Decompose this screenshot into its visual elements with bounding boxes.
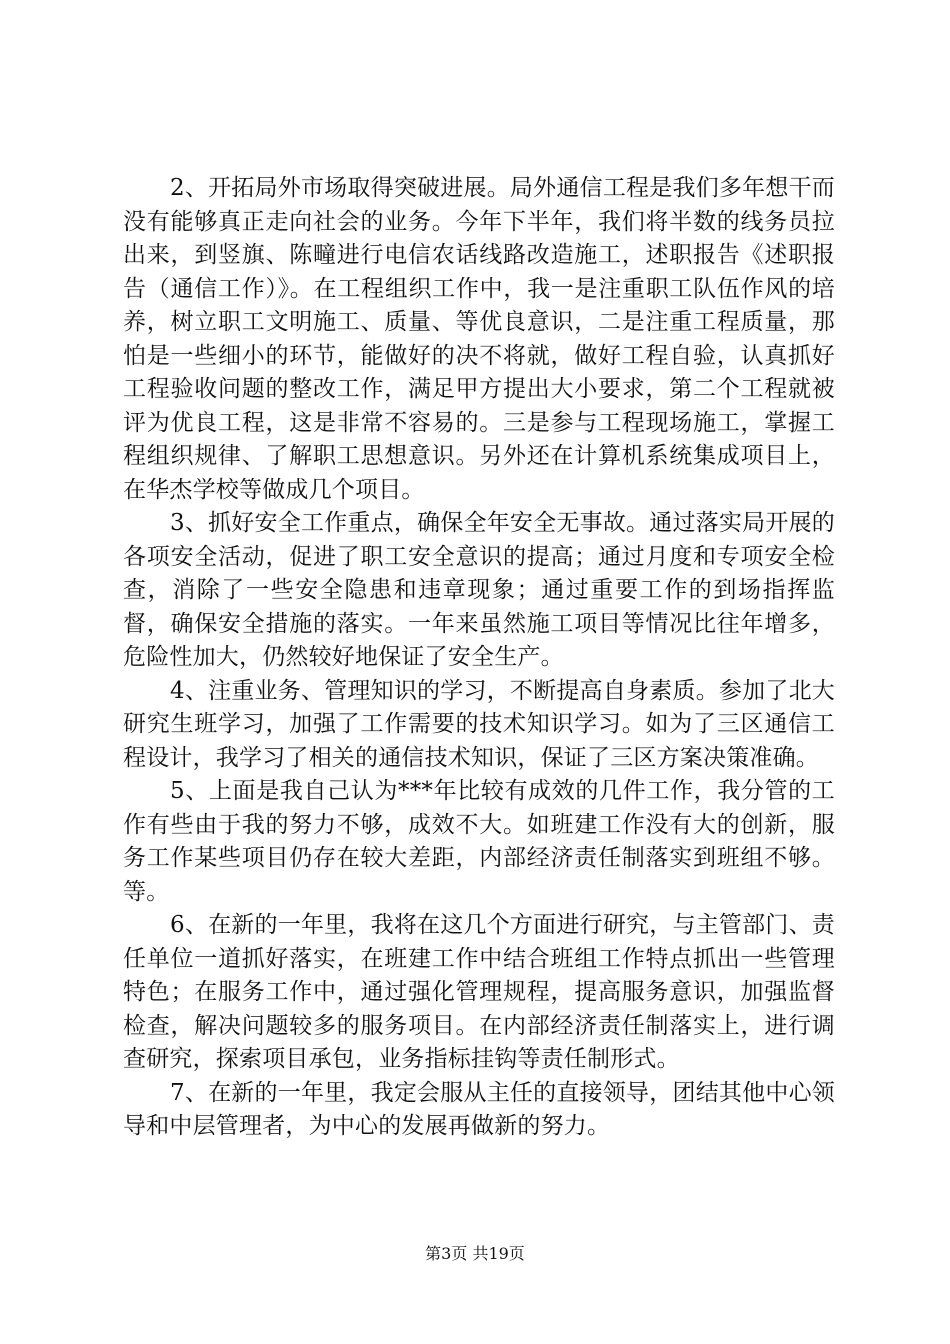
paragraph-4: 4、注重业务、管理知识的学习，不断提高自身素质。参加了北大研究生班学习，加强了工作需要的技术知识学习。如为了三区通信工程设计，我学习了相关的通信技术知识，保证了三区方案决策准确。 — [123, 677, 835, 771]
paragraph-3: 3、抓好安全工作重点，确保全年安全无事故。通过落实局开展的各项安全活动，促进了职工安全意识的提高；通过月度和专项安全检查，消除了一些安全隐患和违章现象；通过重要工作的到场指挥监督，确保安全措施的落实。一年来虽然施工项目等情况比往年增多，危险性加大，仍然较好地保证了安全生产。 — [123, 510, 835, 670]
page-number-label: 第3页 共19页 — [425, 1244, 525, 1263]
paragraph-7: 7、在新的一年里，我定会服从主任的直接领导，团结其他中心领导和中层管理者，为中心的发展再做新的努力。 — [123, 1079, 835, 1139]
paragraph-2: 2、开拓局外市场取得突破进展。局外通信工程是我们多年想干而没有能够真正走向社会的业务。今年下半年，我们将半数的线务员拉出来，到竖旗、陈疃进行电信农话线路改造施工，述职报告《述职报告（通信工作）》。在工程组织工作中，我一是注重职工队伍作风的培养，树立职工文明施工、质量、等优良意识，二是注重工程质量，那怕是一些细小的环节，能做好的决不将就，做好工程自验，认真抓好工程验收问题的整改工作，满足甲方提出大小要求，第二个工程就被评为优良工程，这是非常不容易的。三是参与工程现场施工，掌握工程组织规律、了解职工思想意识。另外还在计算机系统集成项目上，在华杰学校等做成几个项目。 — [123, 175, 835, 503]
paragraph-6: 6、在新的一年里，我将在这几个方面进行研究，与主管部门、责任单位一道抓好落实，在班建工作中结合班组工作特点抓出一些管理特色；在服务工作中，通过强化管理规程，提高服务意识，加强监督检查，解决问题较多的服务项目。在内部经济责任制落实上，进行调查研究，探索项目承包，业务指标挂钩等责任制形式。 — [123, 912, 835, 1072]
document-body — [123, 172, 835, 1144]
paragraph-5: 5、上面是我自己认为***年比较有成效的几件工作，我分管的工作有些由于我的努力不够，成效不大。如班建工作没有大的创新，服务工作某些项目仍存在较大差距，内部经济责任制落实到班组不够。等。 — [123, 778, 835, 905]
page-footer — [0, 1244, 950, 1264]
